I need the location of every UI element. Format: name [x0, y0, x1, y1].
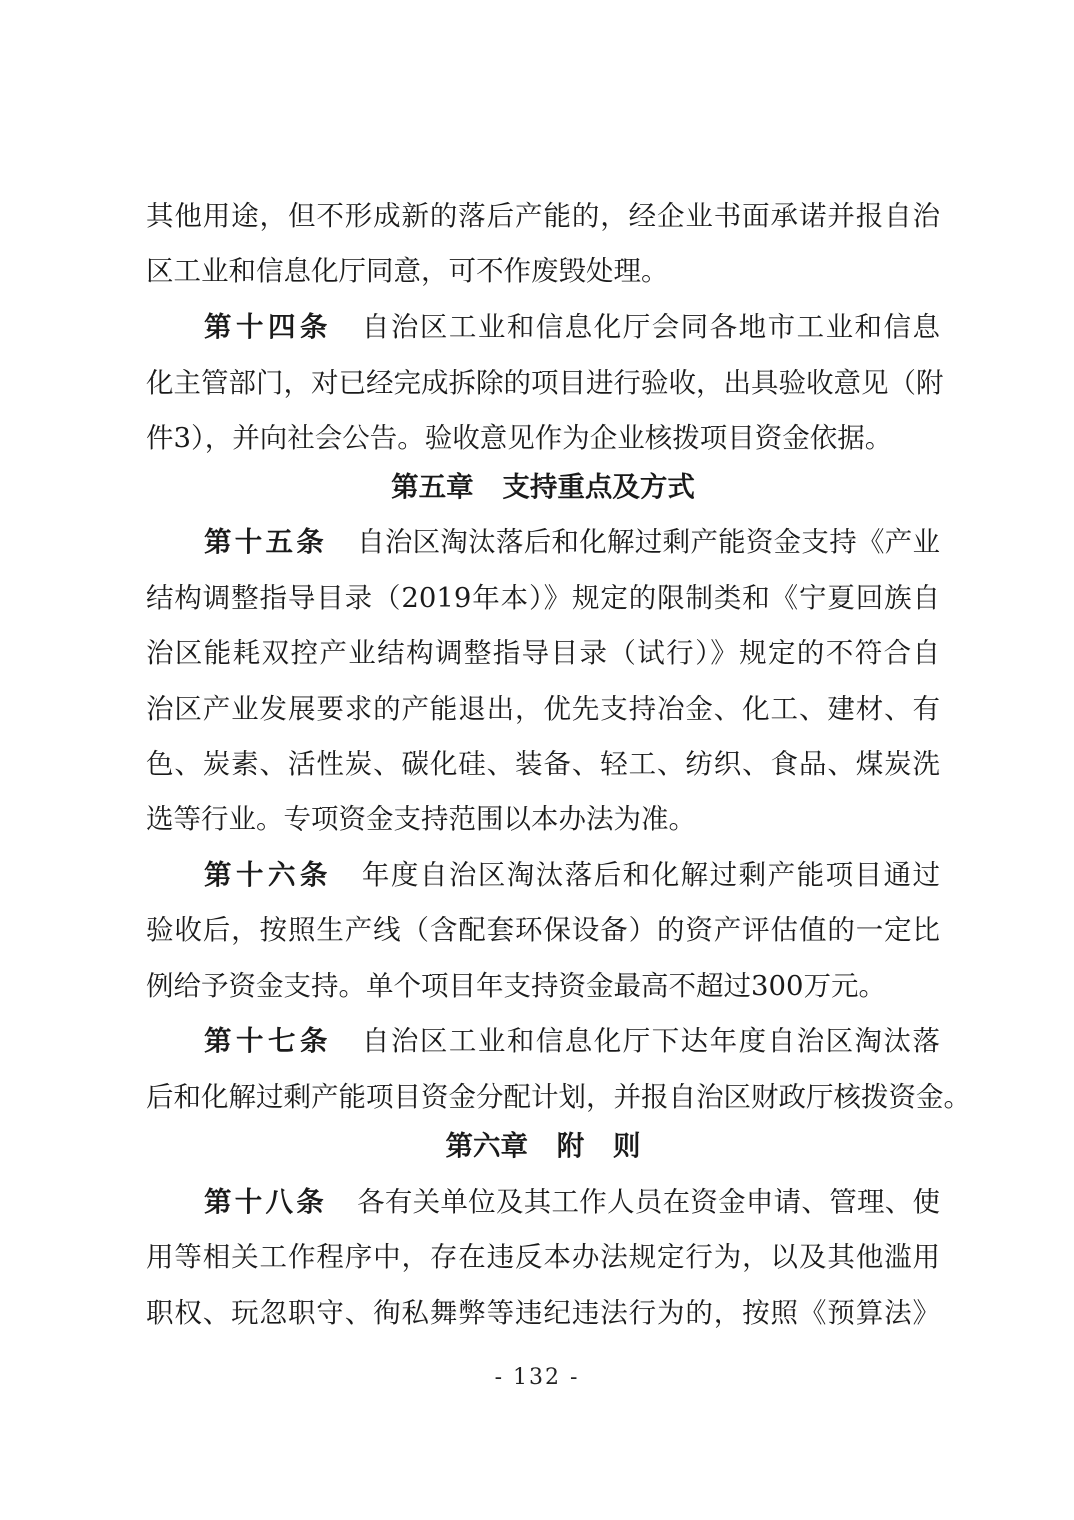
article-14-number: 第十四条 [204, 311, 332, 343]
paragraph-line: 区工业和信息化厅同意，可不作废毁处理。 [146, 255, 669, 287]
article-16-text: 年度自治区淘汰落后和化解过剩产能项目通过 [361, 859, 941, 891]
paragraph-line: 色、炭素、活性炭、碳化硅、装备、轻工、纺织、食品、煤炭洗 [146, 748, 940, 780]
chapter-6-heading: 第六章 附 则 [445, 1130, 641, 1162]
paragraph-line: 件3），并向社会公告。验收意见作为企业核拨项目资金依据。 [146, 422, 893, 454]
article-14-first-line [204, 307, 940, 347]
paragraph-line: 验收后，按照生产线（含配套环保设备）的资产评估值的一定比 [146, 914, 940, 946]
chapter-5-heading: 第五章 支持重点及方式 [391, 471, 695, 503]
article-15-text: 自治区淘汰落后和化解过剩产能资金支持《产业 [357, 526, 941, 558]
paragraph-line: 治区能耗双控产业结构调整指导目录（试行）》规定的不符合自 [146, 637, 940, 669]
paragraph-line: 职权、玩忽职守、徇私舞弊等违纪违法行为的，按照《预算法》 [146, 1297, 940, 1329]
paragraph-line: 后和化解过剩产能项目资金分配计划，并报自治区财政厅核拨资金。 [146, 1081, 971, 1113]
article-17-first-line [204, 1021, 940, 1061]
paragraph-line: 治区产业发展要求的产能退出，优先支持冶金、化工、建材、有 [146, 693, 940, 725]
paragraph-line: 例给予资金支持。单个项目年支持资金最高不超过300万元。 [146, 970, 886, 1002]
article-16-first-line [204, 855, 940, 895]
article-14-text: 自治区工业和信息化厅会同各地市工业和信息 [361, 311, 941, 343]
page-number: - 132 - [494, 1365, 580, 1390]
article-18-first-line [204, 1182, 940, 1222]
article-18-text: 各有关单位及其工作人员在资金申请、管理、使 [357, 1186, 941, 1218]
article-15-first-line [204, 522, 940, 562]
paragraph-line: 用等相关工作程序中，存在违反本办法规定行为，以及其他滥用 [146, 1241, 940, 1273]
article-17-number: 第十七条 [204, 1025, 332, 1057]
paragraph-line: 结构调整指导目录（2019年本）》规定的限制类和《宁夏回族自 [146, 582, 940, 614]
paragraph-line: 其他用途，但不形成新的落后产能的，经企业书面承诺并报自治 [146, 200, 940, 232]
article-18-number: 第十八条 [204, 1186, 328, 1218]
article-16-number: 第十六条 [204, 859, 332, 891]
article-17-text: 自治区工业和信息化厅下达年度自治区淘汰落 [361, 1025, 941, 1057]
paragraph-line: 化主管部门，对已经完成拆除的项目进行验收，出具验收意见（附 [146, 367, 944, 399]
paragraph-line: 选等行业。专项资金支持范围以本办法为准。 [146, 803, 696, 835]
article-15-number: 第十五条 [204, 526, 328, 558]
